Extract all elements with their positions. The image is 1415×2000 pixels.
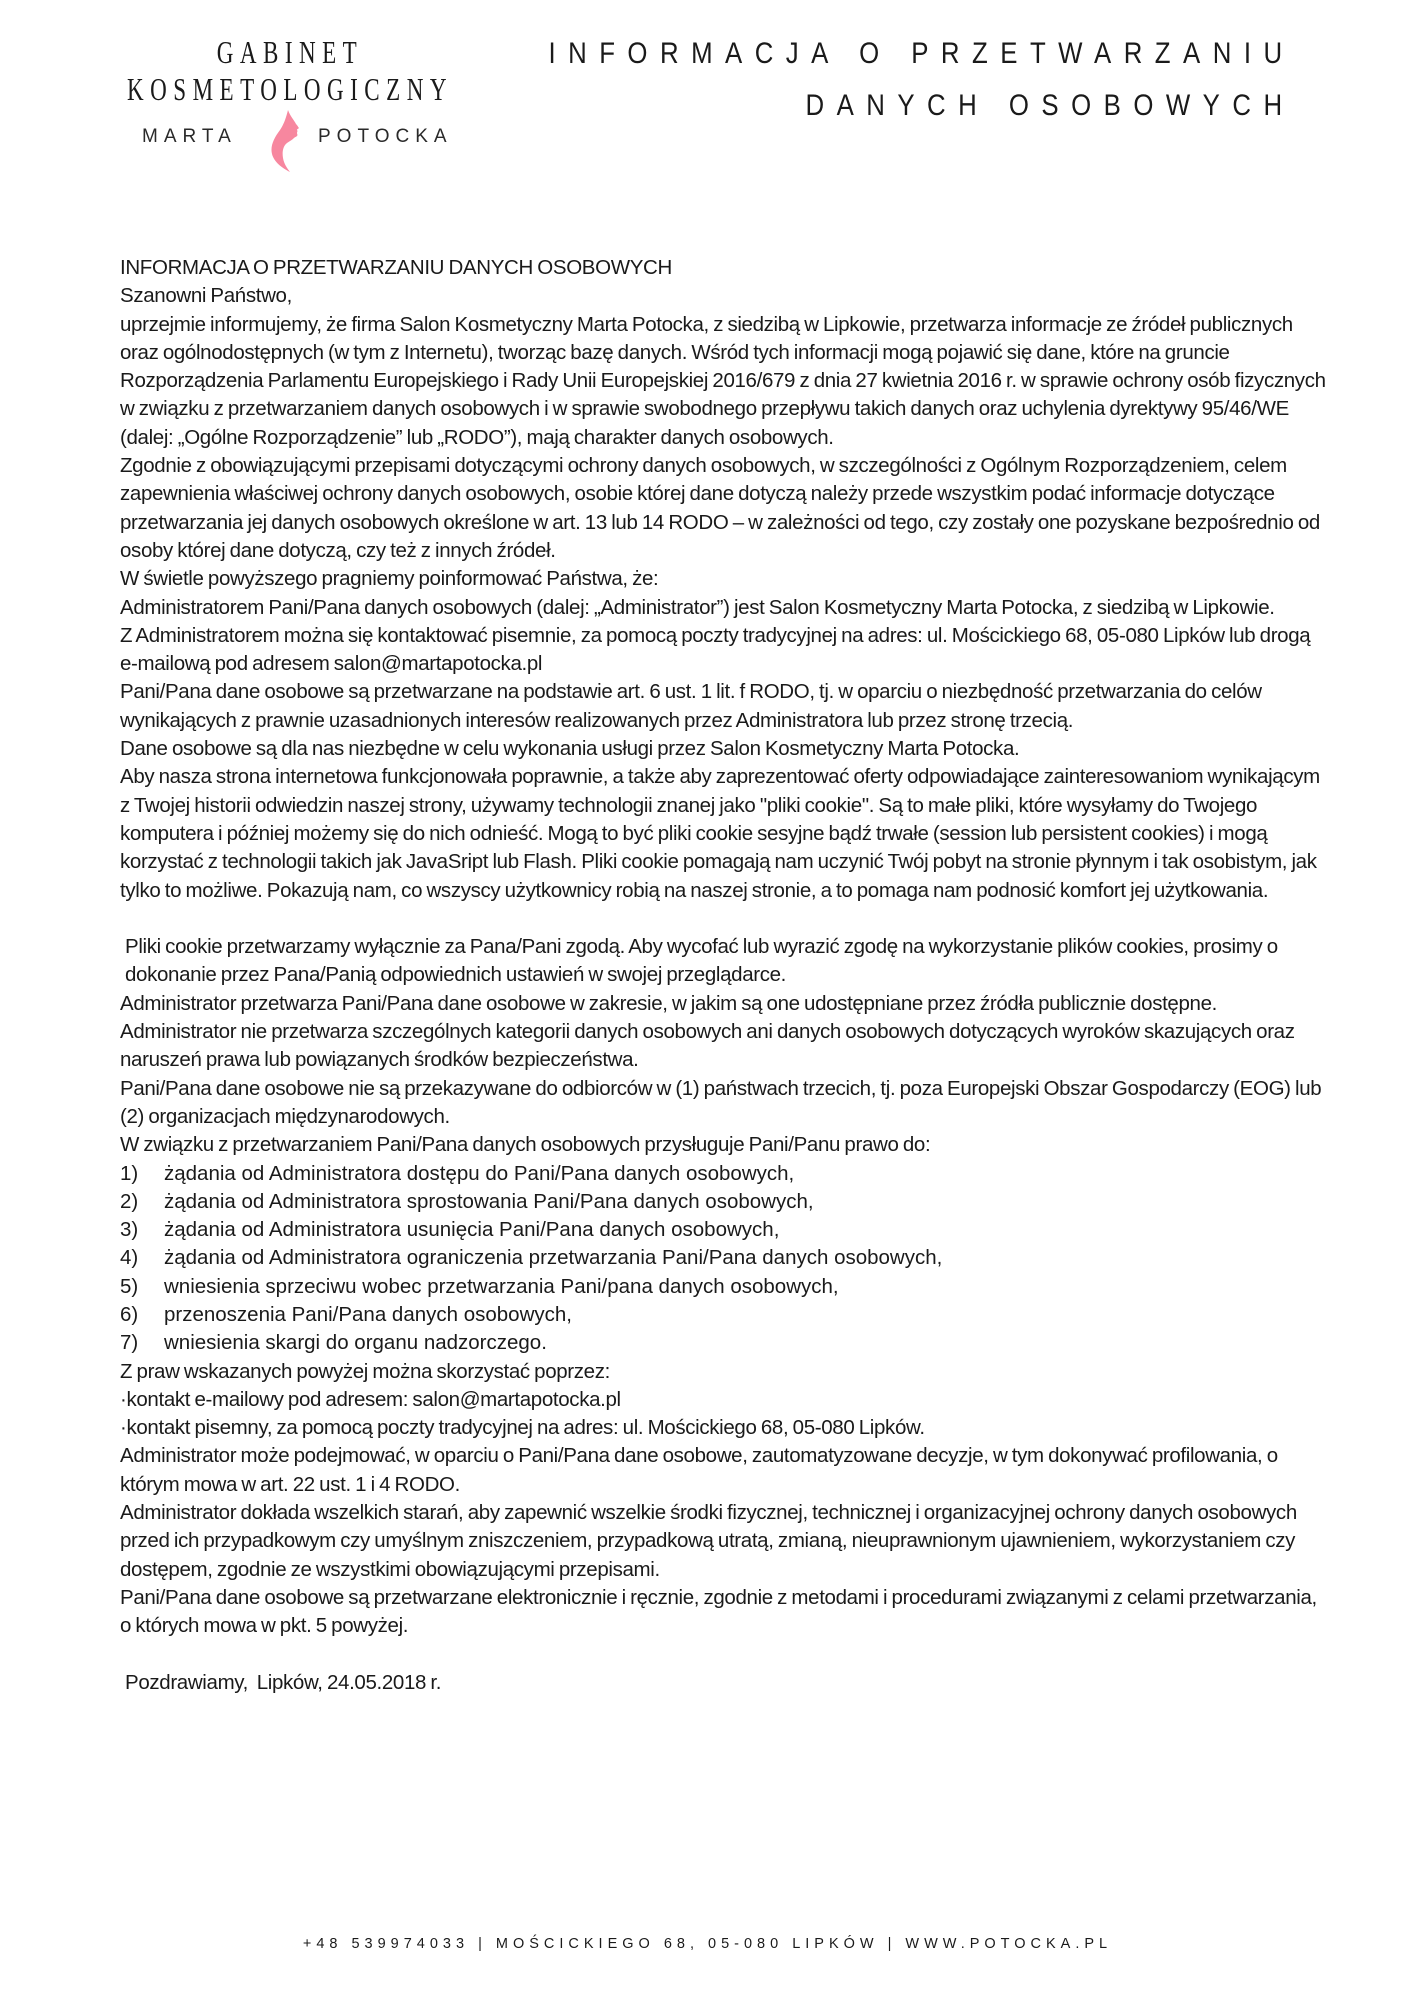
paragraph-cookies: Aby nasza strona internetowa funkcjonowała poprawnie, a także aby zaprezentować oferty odpowiadające zainteresowaniom wynikającym z Twojej historii odwiedzin naszej strony, używamy technologii znanej jako "pliki cookie". Są to małe pliki, które wysyłamy do Twojego komputera i później możemy się do nich odnieść. Mogą to być pliki cookie sesyjne bądź trwałe (session lub persistent cookies) i mogą korzystać z technologii takich jak JavaSript lub Flash. Pliki cookie pomagają nam uczynić Twój pobyt na stronie płynnym i tak osobistym, jak tylko to możliwe. Pokazują nam, co wszyscy użytkownicy robią na naszej stronie, a to pomaga nam podnosić komfort jej użytkowania. [120, 765, 1320, 902]
list-text: żądania od Administratora ograniczenia przetwarzania Pani/Pana danych osobowych, [164, 1246, 943, 1270]
header-title-line2: DANYCH OSOBOWYCH [805, 89, 1295, 122]
list-number: 5) [120, 1274, 139, 1298]
paragraph-rights-intro: W związku z przetwarzaniem Pani/Pana danych osobowych przysługuje Pani/Panu prawo do: [120, 1133, 931, 1157]
paragraph-legal-basis: Zgodnie z obowiązującymi przepisami dotyczącymi ochrony danych osobowych, w szczególności z Ogólnym Rozporządzeniem, celem zapewnienia właściwej ochrony danych osobowych, osobie której dane dotyczą należy przede wszystkim podać informacje dotyczące przetwarzania jej danych osobowych określone w art. 13 lub 14 RODO – w zależności od tego, czy zostały one pozyskane bezpośrednio od osoby której dane dotyczą, czy też z innych źródeł. [120, 454, 1320, 562]
list-item [120, 1244, 1332, 1272]
logo-line-kosmetologiczny: KOSMETOLOGICZNY [127, 71, 453, 107]
list-text: żądania od Administratora sprostowania Pani/Pana danych osobowych, [164, 1189, 814, 1213]
logo-name-row [120, 112, 460, 168]
list-number: 2) [120, 1189, 139, 1213]
list-item [120, 1301, 1332, 1329]
paragraph-security: Administrator dokłada wszelkich starań, aby zapewnić wszelkie środki fizycznej, technicznej i organizacyjnej ochrony danych osobowych przed ich przypadkowym czy umyślnym zniszczeniem, przypadkową utratą, zmianą, nieuprawnionym ujawnieniem, wykorzystaniem czy dostępem, zgodnie ze wszystkimi obowiązującymi przepisami. [120, 1501, 1297, 1581]
list-item [120, 1273, 1332, 1301]
logo-first-name: MARTA [142, 126, 237, 147]
logo-last-name: POTOCKA [318, 126, 453, 147]
greeting: Szanowni Państwo, [120, 284, 292, 308]
paragraph-necessity: Dane osobowe są dla nas niezbędne w celu wykonania usługi przez Salon Kosmetyczny Marta Potocka. [120, 737, 1020, 761]
paragraph-processing-basis: Pani/Pana dane osobowe są przetwarzane na podstawie art. 6 ust. 1 lit. f RODO, tj. w oparciu o niezbędność przetwarzania do celów wynikających z prawnie uzasadnionych interesów realizowanych przez Administratora lub przez stronę trzecią. [120, 680, 1262, 732]
paragraph-cookie-consent: Pliki cookie przetwarzamy wyłącznie za Pana/Pani zgodą. Aby wycofać lub wyrazić zgodę na wykorzystanie plików cookies, prosimy o dokonanie przez Pana/Panią odpowiednich ustawień w swojej przeglądarce. [125, 935, 1278, 987]
document-body [120, 254, 1332, 1697]
paragraph-special-categories: Administrator nie przetwarza szczególnych kategorii danych osobowych ani danych osobowych dotyczących wyroków skazujących oraz naruszeń prawa lub powiązanych środków bezpieczeństwa. [120, 1020, 1295, 1072]
paragraph-administrator: Administratorem Pani/Pana danych osobowych (dalej: „Administrator”) jest Salon Kosmetyczny Marta Potocka, z siedzibą w Lipkowie. [120, 595, 1275, 619]
list-text: wniesienia skargi do organu nadzorczego. [164, 1331, 547, 1355]
contact-postal-line: ·kontakt pisemny, za pomocą poczty tradycyjnej na adres: ul. Mościckiego 68, 05-080 Lipków. [120, 1416, 925, 1440]
paragraph-exercise-rights: Z praw wskazanych powyżej można skorzystać poprzez: [120, 1359, 610, 1383]
salon-logo [120, 30, 460, 180]
list-number: 7) [120, 1331, 139, 1355]
footer-contact: +48 539974033 | MOŚCICKIEGO 68, 05-080 LIPKÓW | WWW.POTOCKA.PL [302, 1936, 1113, 1952]
paragraph-inform: W świetle powyższego pragniemy poinformować Państwa, że: [120, 567, 659, 591]
list-text: żądania od Administratora usunięcia Pani/Pana danych osobowych, [164, 1218, 780, 1242]
paragraph-scope: Administrator przetwarza Pani/Pana dane osobowe w zakresie, w jakim są one udostępniane przez źródła publicznie dostępne. [120, 991, 1217, 1015]
paragraph-contact: Z Administratorem można się kontaktować pisemnie, za pomocą poczty tradycyjnej na adres: ul. Mościckiego 68, 05-080 Lipków lub drogą e-mailową pod adresem salon@martapotocka.pl [120, 623, 1311, 676]
spacer [120, 905, 1332, 933]
list-text: żądania od Administratora dostępu do Pani/Pana danych osobowych, [164, 1161, 795, 1185]
list-text: przenoszenia Pani/Pana danych osobowych, [164, 1302, 572, 1326]
rights-list [120, 1160, 1332, 1358]
list-item [120, 1329, 1332, 1357]
signature: Pozdrawiamy, Lipków, 24.05.2018 r. [125, 1670, 442, 1694]
woman-profile-icon [268, 110, 304, 172]
list-item [120, 1188, 1332, 1216]
list-number: 1) [120, 1161, 139, 1185]
logo-line-gabinet: GABINET [216, 34, 364, 70]
list-text: wniesienia sprzeciwu wobec przetwarzania Pani/pana danych osobowych, [164, 1274, 839, 1298]
paragraph-processing-methods: Pani/Pana dane osobowe są przetwarzane elektronicznie i ręcznie, zgodnie z metodami i procedurami związanymi z celami przetwarzania, o których mowa w pkt. 5 powyżej. [120, 1585, 1317, 1638]
list-item [120, 1160, 1332, 1188]
paragraph-transfers: Pani/Pana dane osobowe nie są przekazywane do odbiorców w (1) państwach trzecich, tj. poza Europejski Obszar Gospodarczy (EOG) lub (2) organizacjach międzynarodowych. [120, 1076, 1322, 1128]
list-number: 4) [120, 1246, 139, 1270]
body-heading: INFORMACJA O PRZETWARZANIU DANYCH OSOBOWYCH [120, 256, 672, 279]
paragraph-profiling: Administrator może podejmować, w oparciu o Pani/Pana dane osobowe, zautomatyzowane decyzje, w tym dokonywać profilowania, o którym mowa w art. 22 ust. 1 i 4 RODO. [120, 1444, 1278, 1496]
header-title-line1: INFORMACJA O PRZETWARZANIU [548, 37, 1295, 70]
document-header [427, 28, 1295, 132]
list-number: 6) [120, 1302, 139, 1326]
contact-email-line: ·kontakt e-mailowy pod adresem: salon@martapotocka.pl [120, 1387, 621, 1411]
paragraph-intro: uprzejmie informujemy, że firma Salon Kosmetyczny Marta Potocka, z siedzibą w Lipkowie, przetwarza informacje ze źródeł publicznych oraz ogólnodostępnych (w tym z Internetu), tworząc bazę danych. Wśród tych informacji mogą pojawić się dane, które na gruncie Rozporządzenia Parlamentu Europejskiego i Rady Unii Europejskiej 2016/679 z dnia 27 kwietnia 2016 r. w sprawie ochrony osób fizycznych w związku z przetwarzaniem danych osobowych i w sprawie swobodnego przepływu takich danych oraz uchylenia dyrektywy 95/46/WE (dalej: „Ogólne Rozporządzenie” lub „RODO”), mają charakter danych osobowych. [120, 312, 1326, 449]
spacer [120, 1641, 1332, 1669]
list-item [120, 1216, 1332, 1244]
list-number: 3) [120, 1218, 139, 1242]
